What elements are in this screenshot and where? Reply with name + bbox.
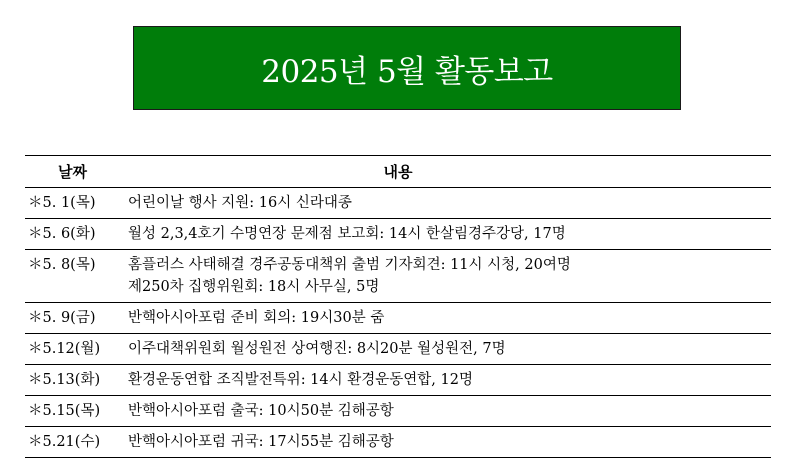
table-header bbox=[25, 156, 771, 188]
row-date: ＊5.15(목) bbox=[28, 403, 101, 419]
row-date: ＊5. 8(목) bbox=[28, 257, 96, 273]
table-row bbox=[25, 396, 771, 427]
row-date: ＊5. 9(금) bbox=[28, 310, 96, 326]
row-content-line: 어린이날 행사 지원: 16시 신라대종 bbox=[128, 195, 352, 211]
title-banner bbox=[133, 26, 681, 110]
table-row bbox=[25, 303, 771, 334]
row-content-line: 반핵아시아포럼 귀국: 17시55분 김해공항 bbox=[128, 434, 394, 450]
row-content-line: 환경운동연합 조직발전특위: 14시 환경운동연합, 12명 bbox=[128, 372, 473, 388]
row-content bbox=[128, 223, 771, 245]
row-content bbox=[128, 307, 771, 329]
header-content: 내용 bbox=[383, 163, 413, 181]
row-content-line: 이주대책위원회 월성원전 상여행진: 8시20분 월성원전, 7명 bbox=[128, 341, 506, 357]
activity-table bbox=[25, 155, 771, 458]
table-body bbox=[25, 188, 771, 458]
row-content-line: 월성 2,3,4호기 수명연장 문제점 보고회: 14시 한살림경주강당, 17명 bbox=[128, 226, 566, 242]
table-row bbox=[25, 188, 771, 219]
row-content bbox=[128, 254, 771, 298]
row-date: ＊5.13(화) bbox=[28, 372, 101, 388]
row-content bbox=[128, 338, 771, 360]
table-row bbox=[25, 250, 771, 303]
row-date: ＊5. 1(목) bbox=[28, 195, 96, 211]
row-content-line: 반핵아시아포럼 준비 회의: 19시30분 줌 bbox=[128, 310, 385, 326]
row-content-line: 홈플러스 사태해결 경주공동대책위 출범 기자회견: 11시 시청, 20여명 bbox=[128, 257, 571, 273]
table-row bbox=[25, 219, 771, 250]
row-content-line: 반핵아시아포럼 출국: 10시50분 김해공항 bbox=[128, 403, 394, 419]
page-title: 2025년 5월 활동보고 bbox=[261, 53, 553, 90]
row-date: ＊5. 6(화) bbox=[28, 226, 96, 242]
table-row bbox=[25, 334, 771, 365]
row-content bbox=[128, 192, 771, 214]
row-date: ＊5.21(수) bbox=[28, 434, 101, 450]
row-content bbox=[128, 369, 771, 391]
row-content bbox=[128, 400, 771, 422]
row-content-line: 제250차 집행위원회: 18시 사무실, 5명 bbox=[128, 279, 380, 295]
table-row bbox=[25, 365, 771, 396]
header-date: 날짜 bbox=[58, 163, 87, 181]
row-date: ＊5.12(월) bbox=[28, 341, 101, 357]
table-row bbox=[25, 427, 771, 458]
